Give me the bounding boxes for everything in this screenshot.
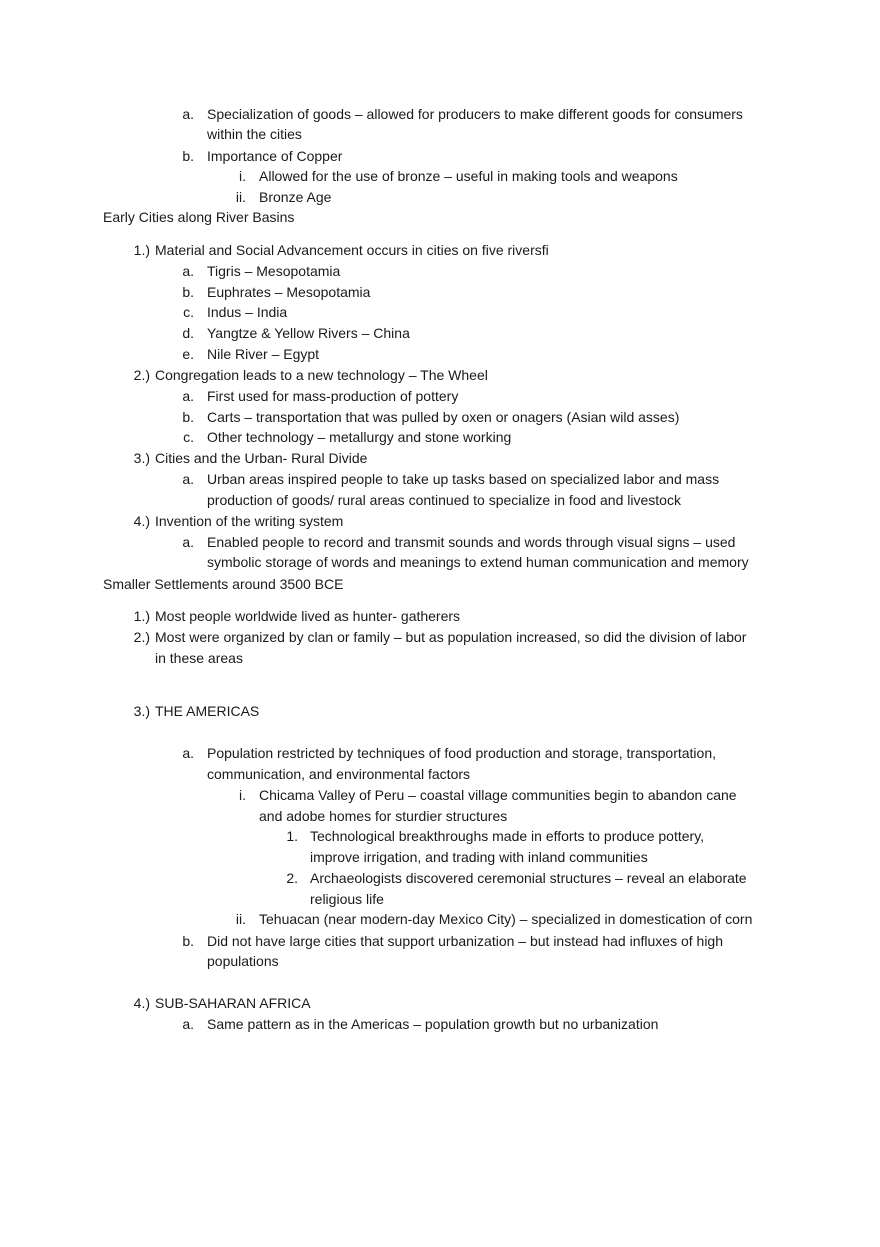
list-item-text: Congregation leads to a new technology – The Wheel bbox=[155, 367, 488, 383]
list-item-text: Importance of Copper bbox=[207, 148, 343, 164]
section-heading: Smaller Settlements around 3500 BCE bbox=[103, 576, 344, 592]
list-item-text: Invention of the writing system bbox=[155, 513, 344, 529]
list-marker: d. bbox=[182, 325, 194, 341]
list-item-text: within the cities bbox=[207, 126, 302, 142]
list-marker: 1.) bbox=[133, 608, 150, 624]
list-item-text: Most people worldwide lived as hunter- gatherers bbox=[155, 608, 461, 624]
list-item-text: First used for mass-production of pottery bbox=[207, 388, 459, 404]
list-item-text: Urban areas inspired people to take up tasks based on specialized labor and mass bbox=[207, 471, 720, 487]
list-item-text: Most were organized by clan or family – but as population increased, so did the division of labor bbox=[155, 629, 747, 645]
list-marker: a. bbox=[182, 106, 194, 122]
list-item-text: Archaeologists discovered ceremonial structures – reveal an elaborate bbox=[310, 870, 747, 886]
list-item-text: improve irrigation, and trading with inland communities bbox=[310, 849, 648, 865]
list-item-text: Yangtze & Yellow Rivers – China bbox=[207, 325, 410, 341]
list-marker: b. bbox=[182, 933, 194, 949]
list-item-text: symbolic storage of words and meanings to extend human communication and memory bbox=[207, 554, 749, 570]
list-item-text: SUB-SAHARAN AFRICA bbox=[155, 995, 311, 1011]
list-item-text: Enabled people to record and transmit sounds and words through visual signs – used bbox=[207, 534, 736, 550]
list-marker: 4.) bbox=[133, 995, 150, 1011]
list-item-text: religious life bbox=[310, 891, 384, 907]
list-marker: a. bbox=[182, 471, 194, 487]
list-marker: ii. bbox=[235, 911, 246, 927]
list-item-text: production of goods/ rural areas continued to specialize in food and livestock bbox=[207, 492, 681, 508]
list-item-text: and adobe homes for sturdier structures bbox=[259, 808, 508, 824]
list-marker: 4.) bbox=[133, 513, 150, 529]
list-item-text: Material and Social Advancement occurs in cities on five riversfi bbox=[155, 242, 549, 258]
list-item-text: Tehuacan (near modern-day Mexico City) – specialized in domestication of corn bbox=[259, 911, 753, 927]
list-item-text: Specialization of goods – allowed for producers to make different goods for consumers bbox=[207, 106, 743, 122]
list-marker: 1. bbox=[286, 828, 298, 844]
list-marker: 2. bbox=[286, 870, 298, 886]
list-marker: b. bbox=[182, 284, 194, 300]
list-item-text: in these areas bbox=[155, 650, 243, 666]
list-marker: ii. bbox=[235, 189, 246, 205]
list-marker: 3.) bbox=[133, 703, 150, 719]
list-item-text: Cities and the Urban- Rural Divide bbox=[155, 450, 368, 466]
section-heading: Early Cities along River Basins bbox=[103, 209, 295, 225]
list-item-text: Same pattern as in the Americas – population growth but no urbanization bbox=[207, 1016, 659, 1032]
list-marker: e. bbox=[182, 346, 194, 362]
list-item-text: Chicama Valley of Peru – coastal village communities begin to abandon cane bbox=[259, 787, 737, 803]
list-marker: i. bbox=[239, 787, 246, 803]
list-marker: 3.) bbox=[133, 450, 150, 466]
list-marker: c. bbox=[183, 304, 194, 320]
list-marker: a. bbox=[182, 745, 194, 761]
list-marker: 2.) bbox=[133, 367, 150, 383]
list-marker: a. bbox=[182, 534, 194, 550]
list-marker: a. bbox=[182, 388, 194, 404]
list-marker: a. bbox=[182, 263, 194, 279]
list-marker: b. bbox=[182, 148, 194, 164]
list-item-text: Nile River – Egypt bbox=[207, 346, 320, 362]
list-item-text: Technological breakthroughs made in efforts to produce pottery, bbox=[310, 828, 705, 844]
list-marker: b. bbox=[182, 409, 194, 425]
list-item-text: Population restricted by techniques of food production and storage, transportation, bbox=[207, 745, 716, 761]
list-item-text: Allowed for the use of bronze – useful in making tools and weapons bbox=[259, 168, 678, 184]
list-item-text: communication, and environmental factors bbox=[207, 766, 471, 782]
list-item-text: Indus – India bbox=[207, 304, 288, 320]
list-marker: 2.) bbox=[133, 629, 150, 645]
list-item-text: Other technology – metallurgy and stone working bbox=[207, 429, 512, 445]
list-item-text: THE AMERICAS bbox=[155, 703, 260, 719]
list-marker: i. bbox=[239, 168, 246, 184]
list-item-text: Did not have large cities that support urbanization – but instead had influxes of high bbox=[207, 933, 723, 949]
list-item-text: Bronze Age bbox=[259, 189, 332, 205]
list-item-text: Tigris – Mesopotamia bbox=[207, 263, 341, 279]
list-marker: 1.) bbox=[133, 242, 150, 258]
list-marker: a. bbox=[182, 1016, 194, 1032]
list-item-text: Carts – transportation that was pulled by oxen or onagers (Asian wild asses) bbox=[207, 409, 680, 425]
list-marker: c. bbox=[183, 429, 194, 445]
list-item-text: populations bbox=[207, 953, 279, 969]
list-item-text: Euphrates – Mesopotamia bbox=[207, 284, 371, 300]
